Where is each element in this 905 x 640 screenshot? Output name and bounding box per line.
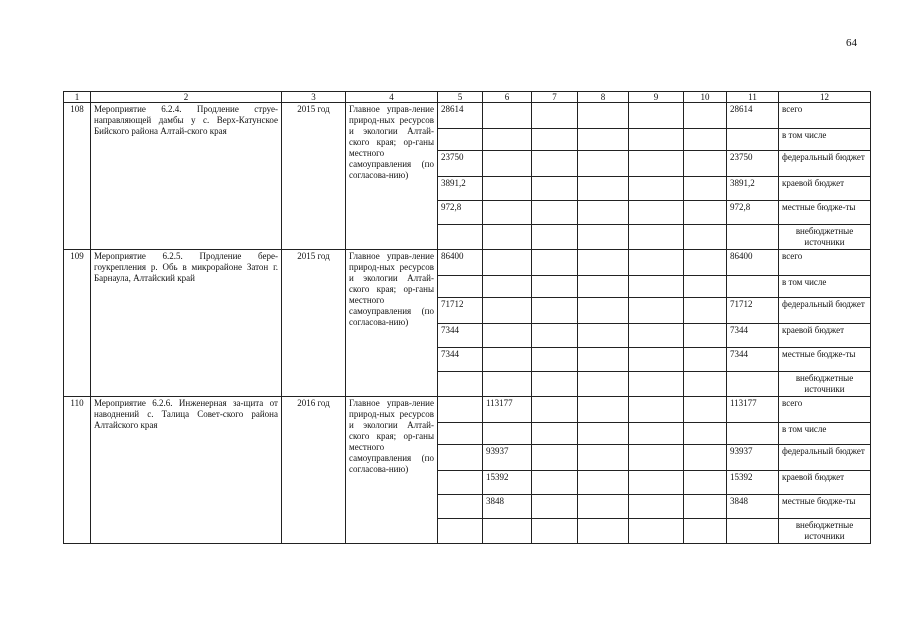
value-cell <box>483 423 532 445</box>
value-cell <box>629 129 684 151</box>
funding-source: внебюджетные источники <box>779 519 871 544</box>
value-cell <box>629 397 684 423</box>
activity-year: 2016 год <box>282 397 346 544</box>
value-cell <box>483 324 532 348</box>
column-header: 8 <box>578 92 629 103</box>
value-cell <box>578 276 629 298</box>
value-cell <box>629 201 684 225</box>
funding-source: в том числе <box>779 423 871 445</box>
value-cell <box>532 151 578 177</box>
value-cell <box>727 423 779 445</box>
value-cell <box>684 151 727 177</box>
value-cell <box>684 177 727 201</box>
value-cell <box>532 495 578 519</box>
activity-row <box>64 397 871 423</box>
value-cell: 23750 <box>438 151 483 177</box>
column-number-row <box>64 92 871 103</box>
column-header: 4 <box>346 92 438 103</box>
value-cell: 113177 <box>483 397 532 423</box>
value-cell: 28614 <box>727 103 779 129</box>
value-cell <box>578 397 629 423</box>
value-cell <box>578 471 629 495</box>
value-cell <box>629 423 684 445</box>
value-cell <box>727 129 779 151</box>
value-cell <box>578 423 629 445</box>
value-cell <box>684 372 727 397</box>
activity-executor: Главное управ-ление природ-ных ресурсов и экологии Алтай-ского края; ор-ганы местного самоуправления (по согласова-нию) <box>346 250 438 397</box>
value-cell <box>684 250 727 276</box>
value-cell <box>438 423 483 445</box>
column-header: 2 <box>91 92 282 103</box>
column-header: 9 <box>629 92 684 103</box>
value-cell <box>629 250 684 276</box>
value-cell <box>629 103 684 129</box>
page-number: 64 <box>846 37 857 49</box>
value-cell <box>532 177 578 201</box>
value-cell <box>532 201 578 225</box>
value-cell <box>532 103 578 129</box>
value-cell <box>578 177 629 201</box>
value-cell <box>532 471 578 495</box>
funding-source: местные бюдже-ты <box>779 201 871 225</box>
value-cell <box>684 423 727 445</box>
funding-source: местные бюдже-ты <box>779 495 871 519</box>
value-cell <box>629 151 684 177</box>
funding-source: в том числе <box>779 276 871 298</box>
value-cell <box>532 397 578 423</box>
value-cell <box>578 348 629 372</box>
activity-row <box>64 103 871 129</box>
funding-source: всего <box>779 250 871 276</box>
value-cell: 86400 <box>727 250 779 276</box>
column-header: 10 <box>684 92 727 103</box>
value-cell <box>629 445 684 471</box>
value-cell <box>483 298 532 324</box>
value-cell <box>532 225 578 250</box>
funding-source: всего <box>779 103 871 129</box>
value-cell <box>727 276 779 298</box>
value-cell: 3848 <box>483 495 532 519</box>
column-header: 7 <box>532 92 578 103</box>
funding-source: краевой бюджет <box>779 324 871 348</box>
activity-number: 110 <box>64 397 91 544</box>
value-cell <box>684 348 727 372</box>
value-cell <box>532 276 578 298</box>
value-cell <box>578 519 629 544</box>
value-cell: 972,8 <box>438 201 483 225</box>
column-header: 6 <box>483 92 532 103</box>
value-cell <box>438 276 483 298</box>
value-cell <box>578 250 629 276</box>
activity-row <box>64 250 871 276</box>
budget-table <box>63 91 871 544</box>
funding-source: краевой бюджет <box>779 471 871 495</box>
value-cell <box>629 471 684 495</box>
funding-source: всего <box>779 397 871 423</box>
value-cell: 86400 <box>438 250 483 276</box>
value-cell <box>727 225 779 250</box>
value-cell: 71712 <box>727 298 779 324</box>
column-header: 12 <box>779 92 871 103</box>
value-cell <box>438 397 483 423</box>
value-cell <box>629 276 684 298</box>
value-cell: 7344 <box>727 324 779 348</box>
value-cell: 3891,2 <box>438 177 483 201</box>
value-cell <box>483 250 532 276</box>
activity-number: 108 <box>64 103 91 250</box>
value-cell <box>629 298 684 324</box>
value-cell <box>578 495 629 519</box>
value-cell <box>532 445 578 471</box>
value-cell <box>483 519 532 544</box>
value-cell <box>578 324 629 348</box>
value-cell <box>483 348 532 372</box>
value-cell: 93937 <box>483 445 532 471</box>
value-cell: 3848 <box>727 495 779 519</box>
value-cell <box>483 103 532 129</box>
value-cell <box>684 201 727 225</box>
value-cell <box>578 129 629 151</box>
value-cell: 972,8 <box>727 201 779 225</box>
value-cell: 28614 <box>438 103 483 129</box>
table-body <box>64 103 871 544</box>
value-cell <box>578 225 629 250</box>
funding-source: местные бюдже-ты <box>779 348 871 372</box>
funding-source: краевой бюджет <box>779 177 871 201</box>
value-cell <box>438 495 483 519</box>
value-cell: 3891,2 <box>727 177 779 201</box>
value-cell <box>438 471 483 495</box>
activity-description: Мероприятие 6.2.5. Продление бере-гоукрепления р. Обь в микрорайоне Затон г. Барнаула, Алтайский край <box>91 250 282 397</box>
value-cell <box>578 445 629 471</box>
value-cell <box>684 324 727 348</box>
activity-executor: Главное управ-ление природ-ных ресурсов и экологии Алтай-ского края; ор-ганы местного самоуправления (по согласова-нию) <box>346 103 438 250</box>
value-cell <box>438 372 483 397</box>
activity-number: 109 <box>64 250 91 397</box>
value-cell <box>438 519 483 544</box>
value-cell <box>684 298 727 324</box>
column-header: 11 <box>727 92 779 103</box>
value-cell <box>684 103 727 129</box>
value-cell <box>578 151 629 177</box>
value-cell: 71712 <box>438 298 483 324</box>
value-cell <box>483 177 532 201</box>
value-cell <box>629 324 684 348</box>
value-cell <box>629 225 684 250</box>
value-cell <box>684 129 727 151</box>
activity-year: 2015 год <box>282 250 346 397</box>
value-cell <box>483 225 532 250</box>
value-cell <box>532 348 578 372</box>
value-cell <box>532 129 578 151</box>
value-cell: 7344 <box>438 324 483 348</box>
value-cell <box>532 298 578 324</box>
value-cell <box>629 372 684 397</box>
value-cell <box>727 372 779 397</box>
funding-source: федеральный бюджет <box>779 298 871 324</box>
value-cell <box>532 519 578 544</box>
value-cell: 23750 <box>727 151 779 177</box>
value-cell <box>483 372 532 397</box>
value-cell <box>483 276 532 298</box>
value-cell: 15392 <box>483 471 532 495</box>
value-cell <box>532 423 578 445</box>
value-cell <box>684 471 727 495</box>
value-cell <box>629 177 684 201</box>
activity-description: Мероприятие 6.2.6. Инженерная за-щита от наводнений с. Талица Совет-ского района Алтайского края <box>91 397 282 544</box>
value-cell <box>684 276 727 298</box>
funding-source: федеральный бюджет <box>779 445 871 471</box>
value-cell <box>578 298 629 324</box>
funding-source: внебюджетные источники <box>779 225 871 250</box>
value-cell <box>483 201 532 225</box>
value-cell <box>578 201 629 225</box>
activity-executor: Главное управ-ление природ-ных ресурсов и экологии Алтай-ского края; ор-ганы местного самоуправления (по согласова-нию) <box>346 397 438 544</box>
value-cell <box>483 151 532 177</box>
activity-year: 2015 год <box>282 103 346 250</box>
funding-source: федеральный бюджет <box>779 151 871 177</box>
value-cell: 15392 <box>727 471 779 495</box>
value-cell <box>532 250 578 276</box>
value-cell <box>578 372 629 397</box>
value-cell <box>684 397 727 423</box>
column-header: 3 <box>282 92 346 103</box>
value-cell <box>578 103 629 129</box>
value-cell: 93937 <box>727 445 779 471</box>
value-cell <box>438 225 483 250</box>
value-cell <box>629 348 684 372</box>
value-cell <box>727 519 779 544</box>
value-cell <box>532 372 578 397</box>
activity-description: Мероприятие 6.2.4. Продление струе-направляющей дамбы у с. Верх-Катунское Бийского района Алтай-ского края <box>91 103 282 250</box>
funding-source: в том числе <box>779 129 871 151</box>
value-cell <box>532 324 578 348</box>
value-cell: 113177 <box>727 397 779 423</box>
value-cell <box>684 445 727 471</box>
value-cell: 7344 <box>727 348 779 372</box>
column-header: 1 <box>64 92 91 103</box>
value-cell <box>629 519 684 544</box>
funding-source: внебюджетные источники <box>779 372 871 397</box>
value-cell <box>684 495 727 519</box>
value-cell <box>629 495 684 519</box>
value-cell <box>684 519 727 544</box>
column-header: 5 <box>438 92 483 103</box>
value-cell: 7344 <box>438 348 483 372</box>
value-cell <box>483 129 532 151</box>
value-cell <box>438 129 483 151</box>
value-cell <box>438 445 483 471</box>
value-cell <box>684 225 727 250</box>
